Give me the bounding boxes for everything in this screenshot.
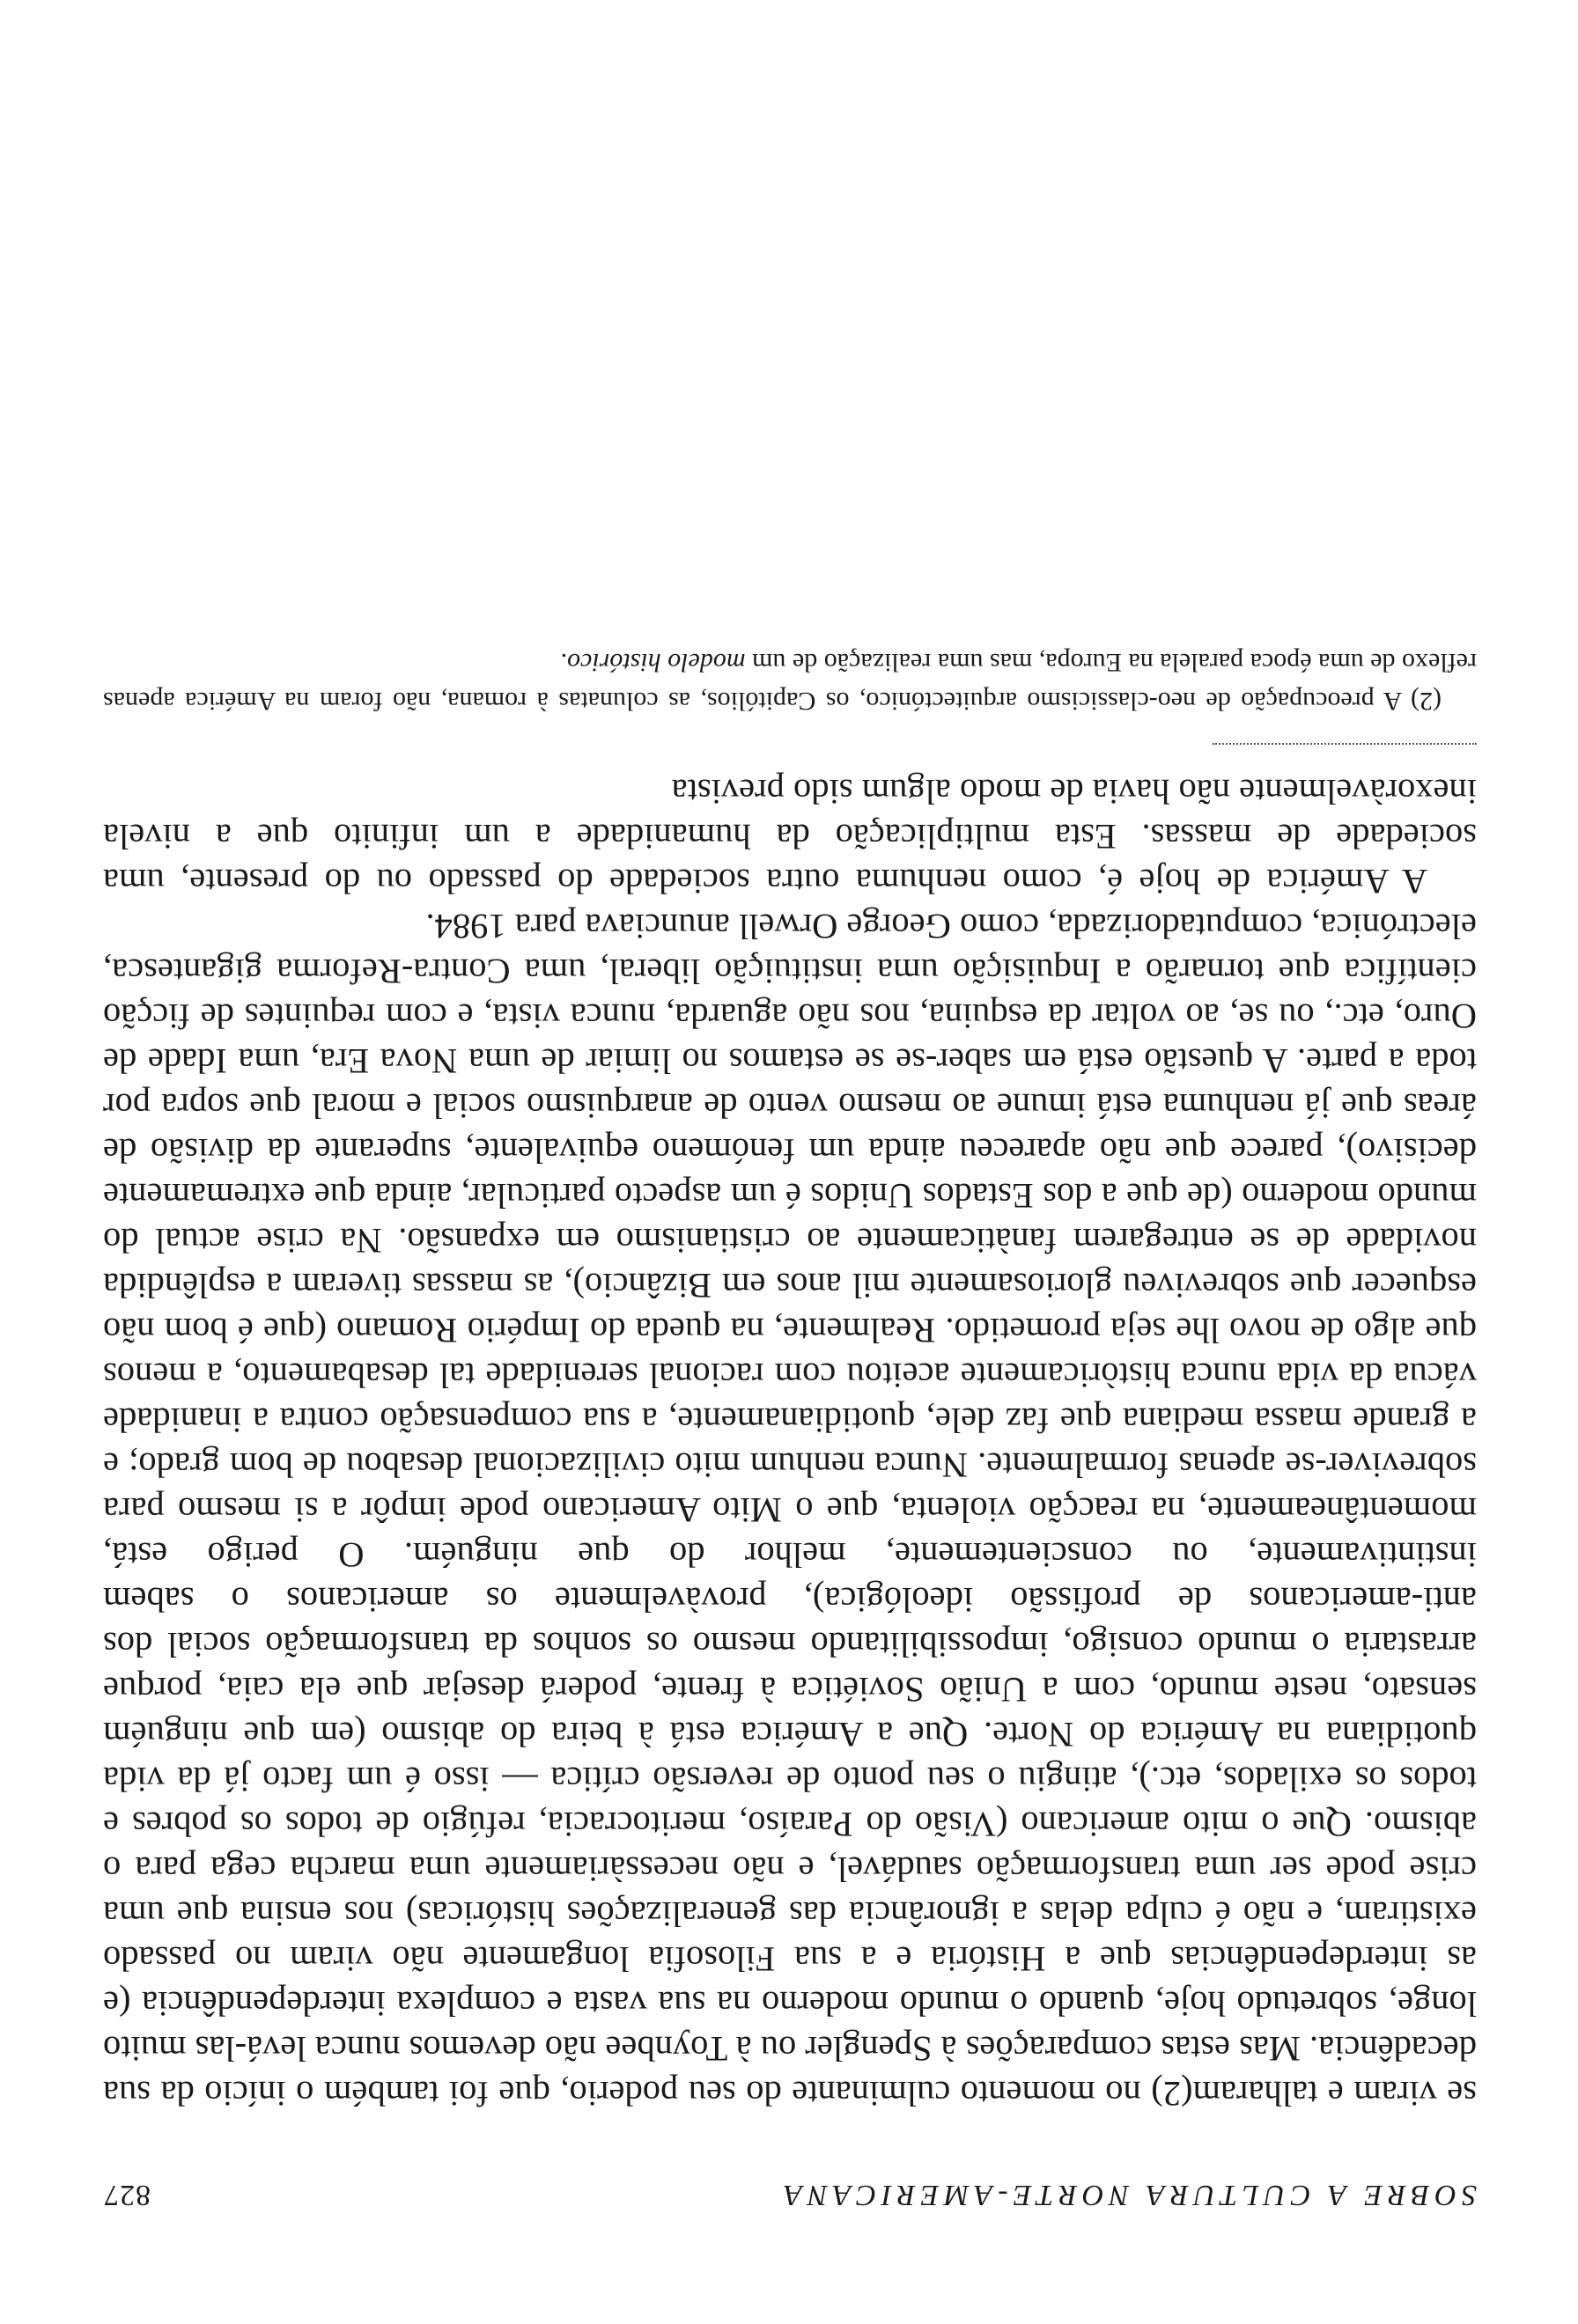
paragraph: se viram e talharam(2) no momento culminante do seu poderio, que foi também o início da sua decadência. Mas estas comparações à Spengler ou à Toynbee não devemos nunca levá-las muito longe, sobretudo hoje, quando o mundo moderno na sua vasta e complexa interdependência (e as interdependências que a História e a sua Filosofia longamente não viram no passado existiram, e não é culpa delas a ignorância das generalizações históricas) nos ensina que uma crise pode ser uma transformação saudável, e não necessàriamente uma marcha cega para o abismo. Que o mito americano (Visão do Paraíso, meritocracia, refúgio de todos os pobres e todos os exilados, etc.), atingiu o seu ponto de reversão crítica — isso é um facto já da vida quotidiana na América do Norte. Que a América está à beira do abismo (em que ninguém sensato, neste mundo, com a União Soviética à frente, poderá desejar que ela caia, porque arrastaria o mundo consigo, impossibilitando mesmo os sonhos da transformação social dos anti-americanos de profissão ideológica), provàvelmente os americanos o sabem instintivamente, ou conscientemente, melhor do que ninguém. O perigo está, momentâneamente, na reacção violenta, que o Mito Americano pode impôr a si mesmo para sobreviver-se apenas formalmente. Nunca nenhum mito civilizacional desabou de bom grado; e a grande massa mediana que faz dele, quotidianamente, a sua compensação contra a inanidade vácua da vida nunca històricamente aceitou com racional serenidade tal desabamento, a menos que algo de novo lhe seja prometido. Realmente, na queda do Império Romano (que é bom não esquecer que sobreviveu gloriosamente mil anos em Bizâncio), as massas tiveram a esplêndida novidade de se entregarem fanàticamente ao cristianismo em expansão. Na crise actual do mundo moderno (de que a dos Estados Unidos é um aspecto particular, ainda que extremamente decisivo), parece que não apareceu ainda um fenómeno equivalente, superante da divisão de áreas que já nenhuma está imune ao mesmo vento de anarquismo social e moral que sopra por toda a parte. A questão está em saber-se se estamos no limiar de uma Nova Era, uma Idade de Ouro, etc., ou se, ao voltar da esquina, nos não aguarda, nunca vista, e com requintes de ficção científica que tornarão a Inquisição uma instituição liberal, uma Contra-Reforma gigantesca, electrónica, computadorizada, como George Orwell anunciava para 1984. bbox=[103, 907, 1477, 2114]
page-number: 827 bbox=[103, 2179, 151, 2211]
page-content bbox=[103, 643, 1477, 2211]
footnote-text-end: . bbox=[560, 648, 568, 677]
footnote-text-part: (2) A preocupação de neo-classicismo arquitectónico, os Capitólios, as colunatas à romana, não foram na América apenas reflexo de uma época paralela na Europa, mas uma realização de um bbox=[103, 648, 1477, 716]
footnote-italic-text: modelo histórico bbox=[567, 648, 746, 677]
running-head bbox=[103, 2178, 1477, 2211]
body-text bbox=[103, 769, 1477, 2116]
footnote bbox=[103, 643, 1477, 720]
paragraph: A América de hoje é, como nenhuma outra sociedade do passado ou do presente, uma sociedade de massas. Esta multiplicação da humanidade a um infinito que a nivela inexoràvelmente não havia de modo algum sido prevista bbox=[103, 772, 1477, 901]
running-title: SOBRE A CULTURA NORTE-AMERICANA bbox=[778, 2179, 1477, 2211]
footnote-divider bbox=[1213, 743, 1477, 745]
footnote-text bbox=[103, 643, 1477, 720]
